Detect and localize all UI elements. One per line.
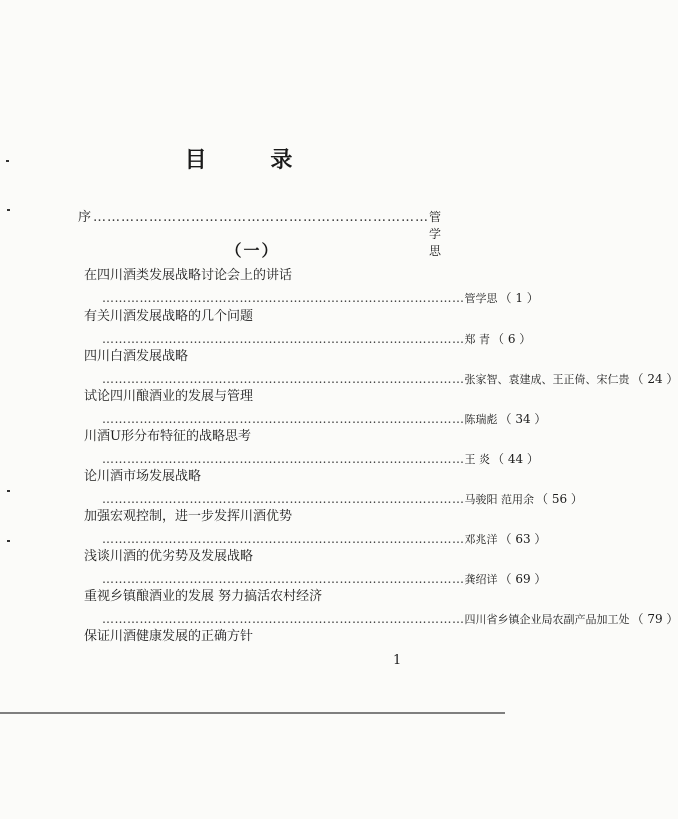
entry-page: （ 44 ） — [492, 452, 539, 466]
entry-title: 四川白酒发展战略 — [84, 349, 189, 364]
leader-dots: …………………………………………………………………………… — [102, 572, 465, 586]
entry-leader-line — [84, 409, 547, 429]
entry-page: （ 56 ） — [536, 492, 583, 506]
preface-leader: ……………………………………………………………… — [93, 210, 430, 225]
toc-title: 目 录 — [184, 148, 321, 173]
toc-entry — [84, 587, 678, 629]
entry-title: 重视乡镇酿酒业的发展 努力搞活农村经济 — [84, 589, 323, 604]
scan-rule — [0, 712, 505, 714]
entry-title: 保证川酒健康发展的正确方针 — [84, 629, 254, 644]
section-heading: （一） — [225, 241, 280, 260]
toc-entry — [84, 347, 678, 389]
entry-title: 在四川酒类发展战略讨论会上的讲话 — [84, 268, 293, 283]
entry-author: 张家智、袁建成、王正倚、宋仁贵 — [464, 373, 630, 386]
entry-page: （ 79 ） — [631, 612, 678, 626]
entry-author: 郑 青 — [464, 333, 490, 346]
preface-author: 管学思 — [429, 210, 448, 258]
leader-dots: …………………………………………………………………………… — [102, 291, 465, 305]
entry-title: 试论四川酿酒业的发展与管理 — [84, 389, 254, 404]
toc-entry — [84, 266, 539, 308]
entry-author: 管学思 — [464, 292, 498, 305]
preface-label: 序 — [78, 210, 92, 225]
entry-title: 论川酒市场发展战略 — [84, 469, 202, 484]
entry-leader-line — [84, 529, 547, 549]
entry-page: （ 24 ） — [631, 372, 678, 386]
entry-author: 邓兆洋 — [464, 533, 498, 546]
leader-dots: …………………………………………………………………………… — [102, 612, 465, 626]
entry-title: 有关川酒发展战略的几个问题 — [84, 309, 254, 324]
entry-leader-line — [84, 489, 583, 509]
entry-author: 四川省乡镇企业局农副产品加工处 — [464, 613, 630, 626]
toc-entry — [84, 307, 532, 349]
entry-leader-line — [84, 569, 547, 589]
scan-speck — [7, 209, 10, 211]
toc-entry — [84, 627, 429, 647]
entry-title: 川酒U形分布特征的战略思考 — [84, 429, 251, 444]
entry-leader-line — [84, 288, 539, 308]
toc-entry — [84, 507, 547, 549]
entry-author: 马骏阳 范用余 — [464, 493, 534, 506]
entry-leader-line — [84, 609, 678, 629]
leader-dots: …………………………………………………………………………… — [102, 372, 465, 386]
toc-entry — [84, 387, 547, 429]
scan-speck — [7, 540, 10, 542]
toc-entry — [84, 427, 539, 469]
entry-title: 加强宏观控制，进一步发挥川酒优势 — [84, 509, 293, 524]
leader-dots: …………………………………………………………………………… — [102, 452, 465, 466]
entry-author: 王 炎 — [464, 453, 490, 466]
toc-entry — [84, 467, 583, 509]
entry-page: （ 63 ） — [499, 532, 547, 546]
entry-author: 陈瑞彪 — [464, 413, 498, 426]
entry-page: （ 6 ） — [492, 332, 532, 346]
leader-dots: …………………………………………………………………………… — [102, 412, 465, 426]
entry-page: （ 34 ） — [499, 412, 547, 426]
scan-speck — [7, 490, 10, 492]
page-number: 1 — [393, 653, 402, 668]
leader-dots: …………………………………………………………………………… — [102, 332, 465, 346]
entry-leader-line — [84, 329, 532, 349]
preface-entry — [78, 206, 448, 258]
scan-speck — [6, 160, 9, 162]
leader-dots: …………………………………………………………………………… — [102, 492, 465, 506]
entry-page: （ 1 ） — [499, 291, 539, 305]
toc-entry — [84, 547, 547, 589]
entry-leader-line — [84, 449, 539, 469]
leader-dots: …………………………………………………………………………… — [102, 532, 465, 546]
entry-page: （ 69 ） — [499, 572, 547, 586]
entry-leader-line — [84, 369, 678, 389]
entry-author: 龚绍详 — [464, 573, 498, 586]
entry-title: 浅谈川酒的优劣势及发展战略 — [84, 549, 254, 564]
